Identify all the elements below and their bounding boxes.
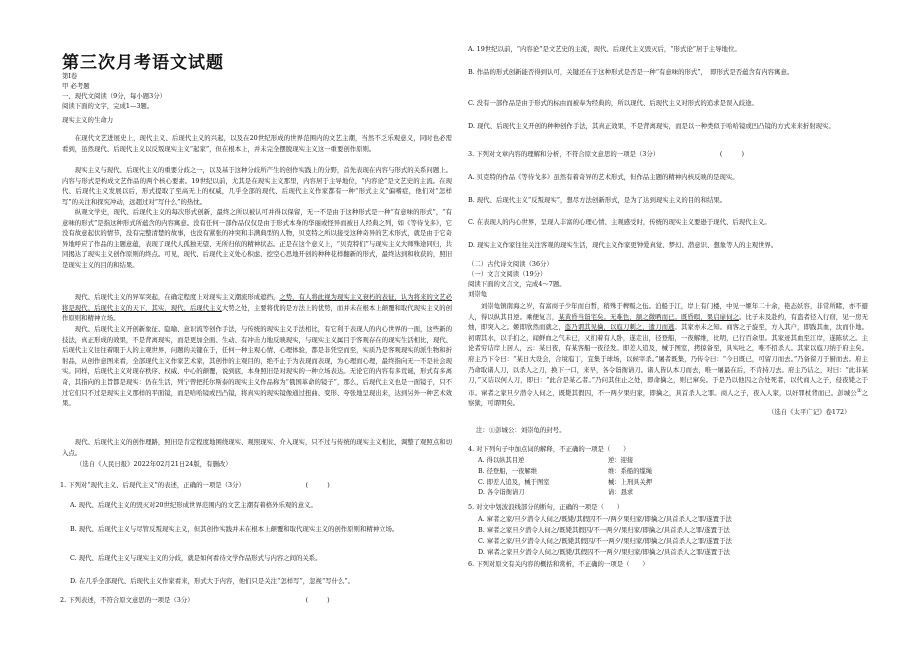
footnote: 注：①彭城公：刘崇龟的封号。 [476,426,566,434]
option-row: D. 各令诣衙请刀 请：恳求 [478,489,634,497]
question-4-options [478,456,652,499]
article-source: （选自《人民日报》2022年02月21日24版，有删改） [76,460,232,468]
option-a: A. 贝克特的作品《等待戈多》虽然有着奇异的艺术形式，但作品主题的精神内核反映的是现实。 [468,173,739,181]
option-b: B. 窜者之家旦夕潜令人伺之/既毙其假囚/不一两夕/果归家/即擒之/具首杀人之罪/遂置于法 [478,526,730,534]
option-b: B. 现代、后现代主义与尽管反叛现实主义，但其创作实践并未在根本上颠覆和取代现实主义的创作原则和精神立场。 [70,525,399,533]
option-d: D. 窜者之家旦夕潜令人伺之/既毙/其假囚不一两夕/果归家/即擒之/具首杀人之罪/遂置于法 [478,548,730,556]
article-paragraph: 纵观文学史，现代、后现代主义的每次形式创新，最终之所以被认可并得以保留，无一不是由于这种形式是一种“有意味的形式”，“有意味的形式”是指这种形式所蕴含的内容寓意。没有任何一部作品仅仅是由于形式本身的华丽或怪异而被日人经典之列，如《等待戈多》，它没有故意起伏的情节，没有完整清楚的故事，也没有紧张的冲突和丰满典型的人物，贝克特之所以接受这种奇异的艺术形式，就是由于它奇异地呼应了作品的主题意蕴，表现了现代人孤独无望、无所归依的精神状态。正是在这个意义上，“贝克特们”与现实主义大师殊途同归，共同揭达了现实主义创作原则的终点。可见，现代、后现代主义处心积虑、挖空心思地开创的种种花样翻新的形式，最终达到和收获的，照旧是现实主义的目的和结果。 [62,208,452,269]
section-heading: 一、现代文阅读（9分，每小题3分） [62,92,166,100]
option-a: A. 窜者之家/旦夕潜令人伺之/既毙/其假囚不一/两夕果归家/即擒之/具首杀人之罪/遂置于法 [478,515,732,523]
section-heading: （二）古代诗文阅读（36分） [468,260,553,268]
article-paragraph: 现代、后现代主义开创新象征、隐喻、意识流等创作手法，与传统的现实主义手法相比，有它利于表现人的内心世界的一面，这些新的技法，真正形成的效果，不是背离现实，而是更加全面、生动、有冲击力地反映现实，与现实主义属目于客观存在的现实生活相比，现代、后现代主义往往着眼于人的主观世界，问题的关键在于，任何一种主观心情、心理体验，都是非凭空而至，实质乃是客观现实的派生物和折射品，从创作意图来看，全部现代主义作家艺术家，其创作的主观目的，绝不止于为表现而表现，为心理而心理，最终指向无一不是社会现实。同样，后现代主义对现存秩序、权威、中心的颠覆，说到底，本身照旧是对现实的一种立场表达。无论它的内容有多荒诞，形式有多离奇，其指向的主旨都是现实：仍在生活，列宁曾把托尔斯泰的现实主义作品称为“俄国革命的镜子”，那么，后现代主义也是一面镜子，只不过它们只不过是现实主义那样的平面镜，而是哈哈镜或凹凸镜，将真实的现实镜像通过扭曲、变形、夸张地呈现出来，达到另外一种艺术效果。 [62,325,452,408]
article-paragraph: 现实主义与现代、后现代主义的重要分歧之一，以及基于这种分歧所产生的创作实践上的分野，首先表现在内容与形式的关系问题上。内容与形式是构成文艺作品的两个核心要素。19世纪以前，尤其是在现实主义那里，内容居于主导地位，“内容论”是文艺史的主流。在现代、后现代主义发展以后，形式提取了至高无上的权威，几乎全部的现代、后现代主义作家都有一种“形式主义”偏嗜症，他们对“怎样写”的关注和探究冲动，远超过对“写什么”的热忱。 [62,166,452,206]
option-d: D. 现实主义作家往往关注客观的现实生活，现代主义作家更钟爱真觉、梦幻、潜意识、想象等人的主观世界。 [468,241,778,249]
part-label: 甲 必考题 [62,82,90,90]
question-4: 4. 对下列句子中加点词的解释，不正确的一项是（ ） [468,445,630,453]
article-paragraph: 现代、后现代主义的异军突起，在确定程度上对现实主义潮流形成遮挡，之势，有人将此视为现实主义衰朽的表征，认为将来的文艺必将是现代、后现代主义的天下，其实，现代、后现代主义大势之处，主要将优的是方法上的优势，而并未在根本上颠覆和取代现实主义的创作原则和精神立场。 [62,293,453,323]
question-3: 3. 下列对文章内容的理解和分析，不符合原文意思的一项是（3分） ( ) [468,150,744,158]
underlined-sentence: 某黄昏当诣宅矣。无难色，颔之微哂而已。既昏暝，果启扉伺之 [558,312,740,321]
question-2: 2. 下列表述，不符合原文意思的一项是（3分） ( ) [60,596,330,604]
option-row: C. 即差人追及，械于图室 械：上刑具关押 [478,478,653,486]
option-d: D. 在几乎全部现代、后现代主义作家看来，形式大于内容，他们只是关注“怎样写”，忽视“写什么”。 [70,577,355,585]
classical-passage: 刘崇龟镇南海之岁，有富商子少年而白皙，稍殊于稗贩之伍。泊船于江，岸上有门楼，中见一姬年二十余，艳态妖容，非常所睹，亦不避人，得以纵其目逆。乘便复言，某黄昏当诣宅矣。无难色，颔之微哂而已。既昏暝，果启扉伺之。比子未及赴约，有盗者径入行窃，见一房无烛，即突入之。姬即欣然而就之，盗乃谓其见擒，以庖刀刺之，遗刀而逃。其家亦未之知。商客之子旋至，方入其户，即践其血，汰而仆地。初谓其水，以手扪之，闻鲜血之气未已，又扪着有人卧，遂走出，径登船，一夜解维，比明，已行百余里。其家迹其血至江岸，遂陈状之。主论者穷诘岸上居人，云：某日夜，有某客船一夜径发。即差人追及，械于图室，拷掠备至，具实吐之，唯不招杀人。其家以庖刀纳于府主矣。府主乃下令曰：“某日大设会，合境庖丁，宜集于球场，以候宰杀。”屠者既集，乃传令曰：“今日既已，可留刀而去。”乃备留刀于厨而去。府主乃命取诸人刀，以杀人之刀，换下一口，来早，各令诣衙请刀。诸人皆认本刀而去，唯一屠最在后，不肯持刀去。府主乃诘之，对曰：“此非某刀，”又诘以何人刀，即曰：“此合是某乙者。”乃问其住止之处，即命擒之，则已窜矣。于是乃以他囚之合处死者，以代商人之子，侵夜毙之于市。窜者之家旦夕潜令人伺之，既毙其假囚，不一两夕果归家，即擒之，具首杀人之罪。商人之子，夜入人家，以奸罪杖背而已。彭城公①之察狱，可谓明矣。 [468,302,869,408]
section-instruction: 阅读下面的文字，完成1—3题。 [62,102,154,110]
option-b: B. 作品的形式创新能否得到认可，关键还在于这种形式是否是一种“有意味的形式”， 即形式是否蕴含有内容寓意。 [468,68,794,76]
page-title: 第三次月考语文试题 [62,53,224,73]
subsection-heading: （一）文言文阅读（19分） [468,270,547,278]
underlined-sentence: 盗乃谓其见擒，以庖刀刺之，遗刀而逃 [564,323,675,332]
passage-source: （选自《太平广记》卷172） [768,408,851,416]
option-d: D. 现代、后现代主义开创的种种创作手法，其真正效果，不是背离现实，而是以一种类似于哈哈镜或凹凸镜的方式来来折射现实。 [468,122,835,130]
passage-title: 刘崇龟 [468,290,488,298]
article-paragraph: 现代、后现代主义的创作理路，照旧是肯定程度地围绕现实、观照现实、介入现实，只不过与传统的现实主义相比，调整了观照点和切入点。 [62,438,452,457]
volume-label: 第Ⅰ卷 [62,72,78,80]
article-paragraph: 在现代文艺进展史上，现代主义、后现代主义的兴起，以及在20世纪形成的世界范围内的文艺主潮，当然不乏乐观意义，同时也必需看到，虽然现代、后现代主义以反叛现实主义“起家”，但在根本上，并未完全摆脱现实主义这一重要创作原则。 [62,134,452,153]
section-instruction: 阅读下面的文言文，完成4～7题。 [468,280,566,288]
option-c: C. 在表现人的内心世界，呈现人丰富的心理心情、主观感受时，传统的现实主义要逊于现代、后现代主义。 [468,218,771,226]
option-c: C. 窜者之家/旦夕潜令人伺之/既毙其假囚/不一两夕/果归家/即擒之/具首杀人之罪/遂置于法 [478,537,732,545]
article-title: 现实主义的生命力 [62,116,114,124]
option-c: C. 没有一部作品是由于形式的标由而被奉为经典的，所以现代、后现代主义对形式的追求是误入歧途。 [468,99,758,107]
question-5: 5. 对文中划波浪线部分的断句，正确的一项是（ ） [468,503,624,511]
option-b: B. 现代、后现代主义“反叛现实”，想尽方法创新形式，是为了达到现实主义的目的和结果。 [468,196,727,204]
option-row: A. 得以纵其目逆 逆：迎接 [478,457,634,464]
option-c: C. 现代、后现代主义与现实主义的分歧，就是如何看待文学作品形式与内容之间的关系。 [70,554,322,562]
option-a: A. 19世纪以前，“内容论”是文艺史的主流，现代、后现代主义毁灭后，“形式论”居于主导地位。 [468,45,741,53]
question-6: 6. 下列对原文有关内容的概括和赏析，不正确的一项是（ ） [468,560,649,568]
question-1: 1. 下列对“现代主义、后现代主义”的表述，正确的一项是（3分） ( ) [60,481,330,489]
option-row: B. 径登船，一夜解维 维：系船的缆绳 [478,467,653,475]
option-a: A. 现代、后现代主义的毁灭对20世纪形成世界范围内的文艺主潮有着格外乐观的意义。 [70,501,317,509]
